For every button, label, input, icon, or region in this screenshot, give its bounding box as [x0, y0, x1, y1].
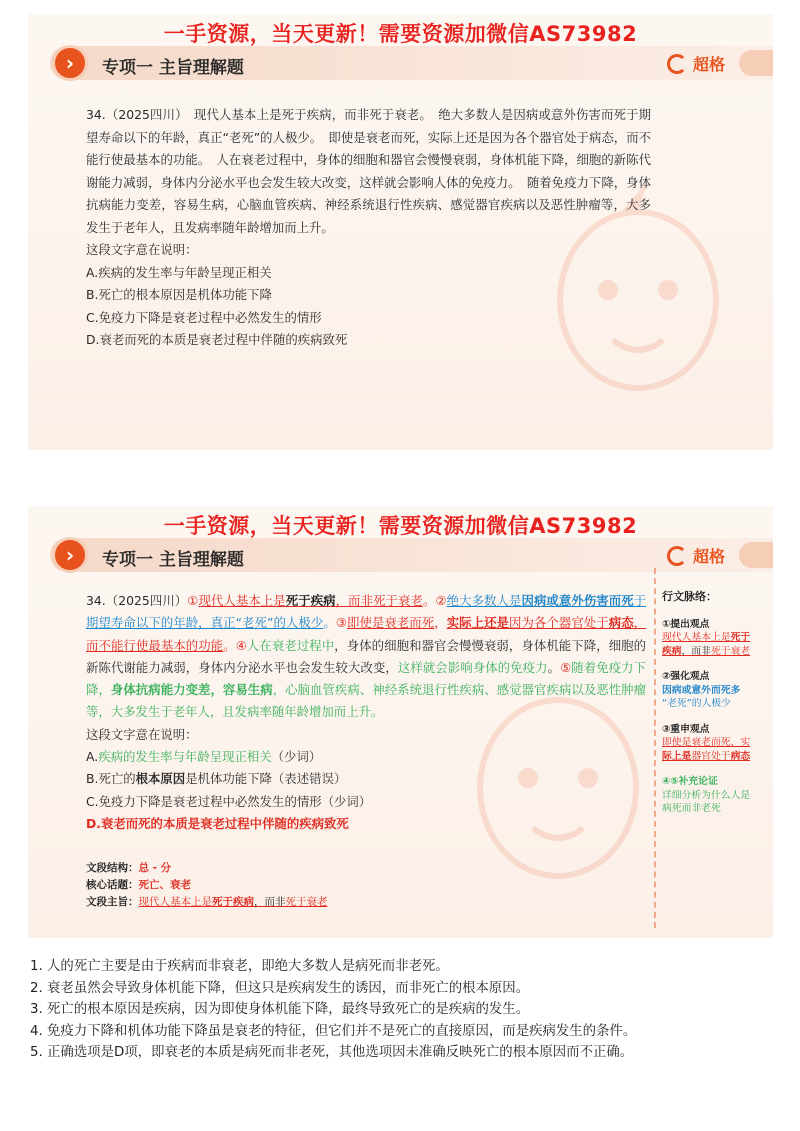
s3-text: ，而不能行使最基本的功能: [86, 615, 647, 653]
sidebar-heading: ①提出观点: [662, 618, 710, 630]
sidebar-text: 即使是衰老而死，实: [662, 737, 751, 748]
annotated-option-b: [86, 768, 646, 790]
topic-label: 核心话题：: [86, 879, 139, 891]
note-item: 2. 衰老虽然会导致身体机能下降，但这只是疾病发生的诱因，而非死亡的根本原因。: [30, 980, 530, 996]
option-a-text: 疾病的发生率与年龄呈现正相关: [98, 749, 272, 765]
option-b: B.死亡的根本原因是机体功能下降: [86, 287, 272, 302]
marker-1: ①: [187, 593, 199, 608]
structure-label: 文段结构：: [86, 862, 139, 874]
sidebar-text: 现代人基本上是: [662, 632, 731, 643]
sidebar-text: 详细分析为什么人是: [662, 789, 751, 801]
s4-text: ，身体的细胞和器官会慢慢衰弱，身体机能下降，细胞的新陈代谢能力减弱，身体内分泌水平也会发生较大改变，: [86, 637, 647, 675]
s3-key: 实际上还是: [446, 615, 510, 631]
s2-text: 绝大多数人是: [446, 593, 522, 608]
sidebar-text: “老死”的人极少: [662, 698, 731, 709]
main-idea-row: [86, 894, 486, 911]
passage-summary: [86, 860, 486, 911]
s1-text: 死于衰老: [373, 593, 423, 608]
brand-g-icon: [667, 546, 687, 566]
sidebar-block-3: [662, 723, 768, 764]
question-number: 34.（2025四川）: [86, 593, 188, 608]
sidebar-heading: ③重申观点: [662, 723, 710, 735]
watermark-banner: 一手资源，当天更新！需要资源加微信AS73982: [163, 514, 638, 538]
option-letter: A.: [86, 749, 99, 765]
s4-key: 这样就会影响身体的免疫力: [397, 659, 548, 675]
s3-text: ，: [434, 615, 447, 631]
brand-g-icon: [667, 54, 687, 74]
sidebar-text: ，而非: [681, 645, 711, 657]
question-slide: [28, 14, 773, 450]
sidebar-text: 际上是: [662, 750, 692, 762]
main-idea-key: 死于疾病: [212, 896, 254, 908]
option-b-text: 是机体功能下降: [185, 771, 272, 787]
sidebar-text: 死于衰老: [710, 645, 751, 657]
note-item: 1. 人的死亡主要是由于疾病而非衰老，即绝大多数人是病死而非老死。: [30, 959, 449, 974]
sidebar-text: 死于: [730, 632, 751, 643]
sidebar-title: 行文脉络：: [662, 590, 717, 603]
header-pill: [739, 50, 773, 76]
watermark-banner: 一手资源，当天更新！需要资源加微信AS73982: [163, 22, 638, 46]
structure-sidebar: [662, 590, 768, 828]
annotated-prompt: 这段文字意在说明：: [86, 726, 198, 742]
s2-end: 。: [323, 615, 336, 631]
s2-text: 于期望寿命以下的年龄，真正“老死”的人极少: [86, 593, 647, 631]
topic-row: [86, 877, 486, 894]
chevron-right-icon: ›: [52, 537, 88, 573]
s1-text: ，而非: [335, 593, 374, 608]
chevron-right-icon: ›: [52, 45, 88, 81]
s5-text: ，心脑血管疾病、神经系统退行性疾病、感觉器官疾病以及恶性肿瘤等，大多发生于老年人，且发病率随年龄增加而上升: [86, 682, 647, 720]
note-item: 3. 死亡的根本原因是疾病，因为即使身体机能下降，最终导致死亡的是疾病的发生。: [30, 1002, 530, 1017]
sidebar-block-4: [662, 775, 768, 816]
brand-logo: [667, 52, 725, 75]
option-b-key: 根本原因: [135, 771, 186, 787]
structure-row: [86, 860, 486, 877]
note-item: 5. 正确选项是D项，即衰老的本质是病死而非老死，其他选项因未准确反映死亡的根本原因而不正确。: [30, 1045, 634, 1060]
s1-key: 死于疾病: [285, 593, 336, 608]
marker-5: ⑤: [560, 659, 572, 675]
option-c-note: （少词）: [321, 793, 372, 809]
s2-key: 因病或意外伤害而死: [521, 593, 634, 608]
option-b-text: B.死亡的: [86, 771, 136, 787]
structure-value: 总 - 分: [138, 862, 172, 874]
sidebar-block-2: [662, 670, 768, 711]
question-prompt: 这段文字意在说明：: [86, 242, 198, 257]
topic-value: 死亡、衰老: [138, 879, 191, 891]
main-idea-text: 现代人基本上是: [138, 896, 212, 908]
marker-2: ②: [435, 593, 447, 608]
brand-name: 超格: [692, 547, 725, 566]
s5-end: 。: [370, 704, 384, 720]
sidebar-text: 病死而非老死: [662, 803, 721, 814]
option-c-text: C.免疫力下降是衰老过程中必然发生的情形: [86, 793, 322, 809]
brand-name: 超格: [692, 55, 725, 74]
s1-end: 。: [422, 593, 436, 608]
s3-key: 病态: [608, 615, 634, 631]
s3-end: 。: [223, 637, 236, 653]
sidebar-text: 器官处于: [691, 750, 731, 762]
question-stem: 34.（2025四川） 现代人基本上是死于疾病，而非死于衰老。 绝大多数人是因病或意外伤害而死于期望寿命以下的年龄，真正“老死”的人极少。 即使是衰老而死，实际上还是因为各个器官处于病态，而不能行使最基本的功能。 人在衰老过程中，身体的细胞和器官会慢慢衰弱，身体机能下降，细胞的新陈代谢能力减弱，身体内分泌水平也会发生较大改变，这样就会影响人体的免疫力。 随着免疫力下降，身体抗病能力变差，容易生病，心脑血管疾病、神经系统退行性疾病、感觉器官疾病以及恶性肿瘤等，大多发生于老年人，且发病率随年龄增加而上升。: [86, 107, 651, 235]
question-body: [86, 104, 651, 352]
section-title: 专项一 主旨理解题: [102, 58, 244, 78]
marker-4: ④: [235, 637, 247, 653]
s5-text: 随着免疫力下降，: [86, 659, 647, 698]
sidebar-text: 疾病: [662, 645, 682, 657]
s3-text: 因为各个器官处于: [509, 615, 609, 631]
s5-key: 身体抗病能力变差，容易生病: [110, 682, 273, 698]
option-d: D.衰老而死的本质是衰老过程中伴随的疾病致死: [86, 332, 348, 347]
sidebar-heading: ④⑤补充论证: [662, 776, 718, 787]
option-a: A.疾病的发生率与年龄呈现正相关: [86, 264, 272, 280]
marker-3: ③: [335, 615, 347, 631]
sidebar-block-1: [662, 618, 768, 659]
sidebar-text: 因病或意外而死多: [662, 684, 741, 696]
brand-logo: [667, 544, 725, 567]
option-c: C.免疫力下降是衰老过程中必然发生的情形: [86, 309, 322, 325]
analysis-notes: [30, 956, 770, 1064]
s1-text: 现代人基本上是: [198, 593, 286, 608]
note-item: 4. 免疫力下降和机体功能下降虽是衰老的特征，但它们并不是死亡的直接原因，而是疾病发生的条件。: [30, 1023, 637, 1039]
annotated-question: [86, 590, 646, 835]
option-a-note: （少词）: [271, 749, 322, 765]
s4-text: 人在衰老过程中: [246, 637, 335, 653]
sidebar-divider: [654, 568, 656, 928]
sidebar-text: 病态: [730, 750, 751, 762]
annotated-option-d: D.衰老而死的本质是衰老过程中伴随的疾病致死: [86, 815, 349, 831]
option-b-note: （表述错误）: [271, 771, 347, 787]
header-pill: [739, 542, 773, 568]
annotated-stem: [86, 590, 646, 724]
annotated-option-c: [86, 791, 646, 813]
s4-end: 。: [547, 659, 561, 675]
main-idea-label: 文段主旨：: [86, 896, 139, 908]
section-title: 专项一 主旨理解题: [102, 550, 244, 570]
sidebar-heading: ②强化观点: [662, 671, 710, 682]
annotated-option-a: [86, 746, 646, 768]
main-idea-text: 死于衰老: [285, 896, 328, 908]
annotated-slide: [28, 506, 773, 938]
main-idea-text: ，而非: [254, 896, 286, 908]
s3-text: 即使是衰老而死: [346, 615, 435, 631]
